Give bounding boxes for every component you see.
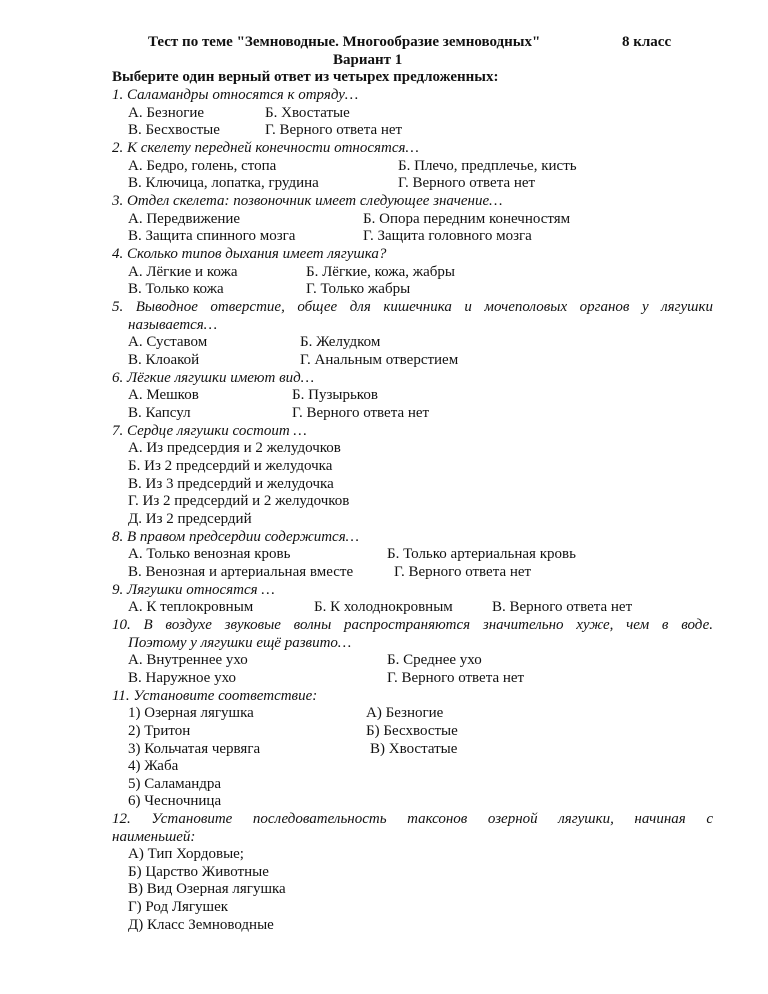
answer: В. Из 3 предсердий и желудочка [128,476,334,492]
answer: Б. Среднее ухо [387,652,482,668]
answer: Г. Анальным отверстием [300,352,459,368]
answer: А. Внутреннее ухо [128,652,248,668]
answer: В. Капсул [128,405,191,421]
question-2: 2. К скелету передней конечности относятся… [112,140,419,156]
answer: Б. Опора передним конечностям [363,211,571,227]
question-6: 6. Лёгкие лягушки имеют вид… [112,370,315,386]
answer: Г. Защита головного мозга [363,228,532,244]
answer: Б. К холоднокровным [314,599,453,615]
answer: Г. Верного ответа нет [265,122,403,138]
answer: Г. Верного ответа нет [387,670,525,686]
answer: Б. Хвостатые [265,105,350,121]
sequence-item: Д) Класс Земноводные [128,917,274,933]
answer: А. Безногие [128,105,205,121]
answer: Д. Из 2 предсердий [128,511,252,527]
answer: Г. Из 2 предсердий и 2 желудочков [128,493,350,509]
answer: В. Наружное ухо [128,670,237,686]
answer: А. Бедро, голень, стопа [128,158,277,174]
question-11: 11. Установите соответствие: [112,688,318,704]
question-4: 4. Сколько типов дыхания имеет лягушка? [112,246,387,262]
sequence-item: В) Вид Озерная лягушка [128,881,286,897]
question-5: 5. Выводное отверстие, общее для кишечника и мочеполовых органов у лягушки [112,299,713,315]
answer: Г. Только жабры [306,281,411,297]
answer: В. Клоакой [128,352,200,368]
question-5-continued: называется… [128,317,218,333]
question-1: 1. Саламандры относятся к отряду… [112,87,359,103]
answer: А. Суставом [128,334,208,350]
question-7: 7. Сердце лягушки состоит … [112,423,307,439]
question-12: 12. Установите последовательность таксонов озерной лягушки, начиная с [112,811,713,827]
answer: В. Защита спинного мозга [128,228,296,244]
sequence-item: А) Тип Хордовые; [128,846,244,862]
answer: Г. Верного ответа нет [292,405,430,421]
grade-label: 8 класс [622,34,672,50]
answer: Б. Из 2 предсердий и желудочка [128,458,333,474]
question-9: 9. Лягушки относятся … [112,582,275,598]
answer: А. Из предсердия и 2 желудочков [128,440,341,456]
match-left-item: 4) Жаба [128,758,179,774]
answer: А. Мешков [128,387,199,403]
match-left-item: 6) Чесночница [128,793,222,809]
answer: Б. Только артериальная кровь [387,546,576,562]
question-12-continued: наименьшей: [112,829,196,845]
answer: В. Верного ответа нет [492,599,633,615]
answer: А. Лёгкие и кожа [128,264,238,280]
test-title: Тест по теме "Земноводные. Многообразие земноводных" [148,34,541,50]
match-right-item: А) Безногие [366,705,444,721]
variant-label: Вариант 1 [333,52,403,68]
question-10-continued: Поэтому у лягушки ещё развито… [128,635,352,651]
answer: Г. Верного ответа нет [398,175,536,191]
answer: В. Бесхвостые [128,122,220,138]
match-left-item: 3) Кольчатая червяга [128,741,261,757]
answer: А. Передвижение [128,211,241,227]
answer: В. Венозная и артериальная вместе [128,564,354,580]
sequence-item: Б) Царство Животные [128,864,269,880]
sequence-item: Г) Род Лягушек [128,899,229,915]
answer: В. Только кожа [128,281,224,297]
question-10: 10. В воздухе звуковые волны распространяются значительно хуже, чем в воде. [112,617,713,633]
match-left-item: 5) Саламандра [128,776,222,792]
answer: А. Только венозная кровь [128,546,291,562]
match-left-item: 2) Тритон [128,723,191,739]
match-right-item: Б) Бесхвостые [366,723,458,739]
answer: Г. Верного ответа нет [394,564,532,580]
answer: А. К теплокровным [128,599,254,615]
answer: Б. Лёгкие, кожа, жабры [306,264,455,280]
match-left-item: 1) Озерная лягушка [128,705,254,721]
match-right-item: В) Хвостатые [370,741,458,757]
instruction: Выберите один верный ответ из четырех предложенных: [112,69,499,85]
answer: В. Ключица, лопатка, грудина [128,175,319,191]
answer: Б. Желудком [300,334,381,350]
question-8: 8. В правом предсердии содержится… [112,529,360,545]
question-3: 3. Отдел скелета: позвоночник имеет следующее значение… [112,193,503,209]
answer: Б. Пузырьков [292,387,378,403]
answer: Б. Плечо, предплечье, кисть [398,158,577,174]
